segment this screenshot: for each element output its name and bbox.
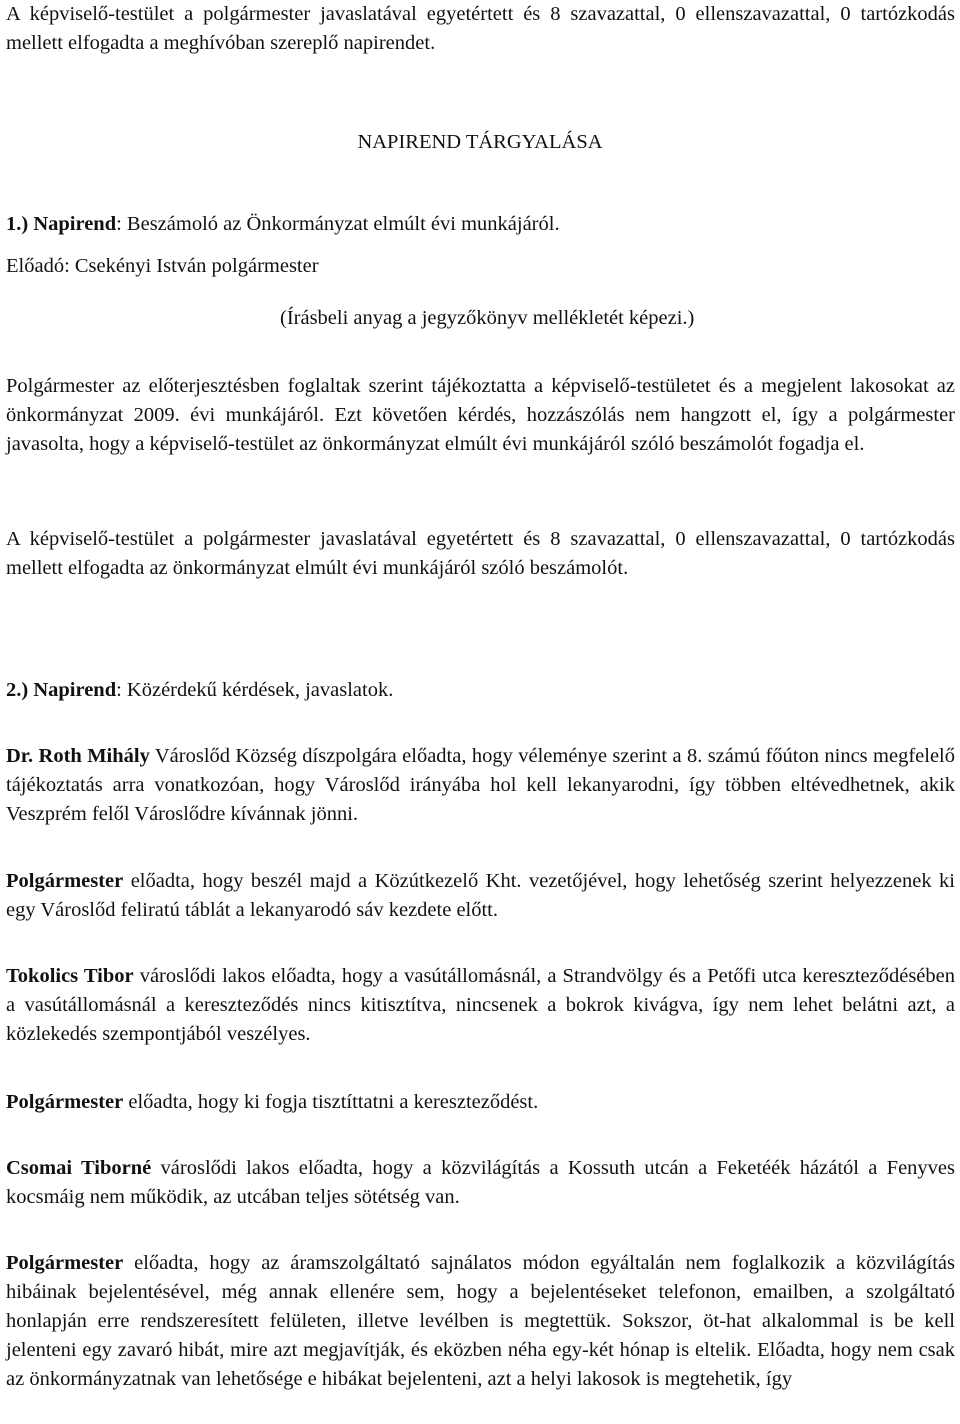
entry-text: városlődi lakos előadta, hogy a vasútállomásnál, a Strandvölgy és a Petőfi utca kereszteződésében a vasútállomásnál a kereszteződés nincs kitisztítva, nincsenek a bokrok kivágva, így nem lehet belátni azt, a közlekedés szempontjából veszélyes.	[6, 965, 955, 1045]
agenda-item-1-paragraph-1: Polgármester az előterjesztésben foglaltak szerint tájékoztatta a képviselő-testületet és a megjelent lakosokat az önkormányzat 2009. évi munkájáról. Ezt követően kérdés, hozzászólás nem hangzott el, így a polgármester javasolta, hogy a képviselő-testület az önkormányzat elmúlt évi munkájáról szóló beszámolót fogadja el.	[6, 375, 955, 455]
entry-paragraph	[6, 1249, 955, 1394]
section-heading: NAPIREND TÁRGYALÁSA	[357, 131, 603, 153]
entry-paragraph	[6, 867, 955, 925]
agenda-item-2-title: : Közérdekű kérdések, javaslatok.	[116, 679, 394, 701]
agenda-item-1-number: 1.)	[6, 213, 29, 235]
entry-speaker: Polgármester	[6, 1091, 124, 1113]
agenda-item-1-label: Napirend	[33, 213, 117, 235]
entry-speaker: Polgármester	[6, 870, 124, 892]
agenda-item-1-heading	[6, 210, 955, 239]
agenda-item-1-presenter: Előadó: Csekényi István polgármester	[6, 255, 319, 277]
intro-paragraph: A képviselő-testület a polgármester javaslatával egyetértett és 8 szavazattal, 0 ellenszavazattal, 0 tartózkodás mellett elfogadta a meghívóban szereplő napirendet.	[6, 3, 955, 54]
agenda-item-2-number: 2.)	[6, 679, 29, 701]
entry-paragraph	[6, 1154, 955, 1212]
agenda-item-1-note: (Írásbeli anyag a jegyzőkönyv mellékletét képezi.)	[280, 307, 695, 329]
agenda-item-2-label: Napirend	[33, 679, 117, 701]
entry-speaker: Polgármester	[6, 1252, 124, 1274]
entry-speaker: Csomai Tiborné	[6, 1157, 152, 1179]
entry-speaker: Dr. Roth Mihály	[6, 745, 150, 767]
entry-paragraph	[6, 1088, 955, 1117]
agenda-item-2-heading	[6, 676, 955, 705]
entry-text: Városlőd Község díszpolgára előadta, hogy véleménye szerint a 8. számú főúton nincs megfelelő tájékoztatás arra vonatkozóan, hogy Városlőd irányába hol kell lekanyarodni, így többen eltévedhetnek, akik Veszprém felől Városlődre kívánnak jönni.	[6, 745, 955, 825]
entry-text: előadta, hogy az áramszolgáltató sajnálatos módon egyáltalán nem foglalkozik a közvilágítás hibáinak bejelentésével, még annak ellenére sem, hogy a bejelentéseket telefonon, emailben, a szolgáltató honlapján erre rendszeresített felületen, illetve levélben is megtettük. Sokszor, öt-hat alkalommal is be kell jelenteni egy zavaró hibát, mire azt megjavítják, és eközben néha egy-két hónap is eltelik. Előadta, hogy nem csak az önkormányzatnak van lehetősége e hibákat bejelenteni, azt a helyi lakosok is megtehetik, így	[6, 1252, 955, 1390]
entry-text: városlődi lakos előadta, hogy a közvilágítás a Kossuth utcán a Feketéék házától a Fenyves kocsmáig nem működik, az utcában teljes sötétség van.	[6, 1157, 956, 1208]
entry-paragraph	[6, 962, 955, 1049]
entry-paragraph	[6, 742, 955, 829]
entry-text: előadta, hogy beszél majd a Közútkezelő Kht. vezetőjével, hogy lehetőség szerint helyezzenek ki egy Városlőd feliratú táblát a lekanyarodó sáv kezdete előtt.	[6, 870, 955, 921]
entry-speaker: Tokolics Tibor	[6, 965, 134, 987]
agenda-item-1-title: : Beszámoló az Önkormányzat elmúlt évi munkájáról.	[116, 213, 560, 235]
agenda-item-1-paragraph-2: A képviselő-testület a polgármester javaslatával egyetértett és 8 szavazattal, 0 ellenszavazattal, 0 tartózkodás mellett elfogadta az önkormányzat elmúlt évi munkájáról szóló beszámolót.	[6, 528, 955, 579]
entry-text: előadta, hogy ki fogja tisztíttatni a kereszteződést.	[123, 1091, 539, 1113]
